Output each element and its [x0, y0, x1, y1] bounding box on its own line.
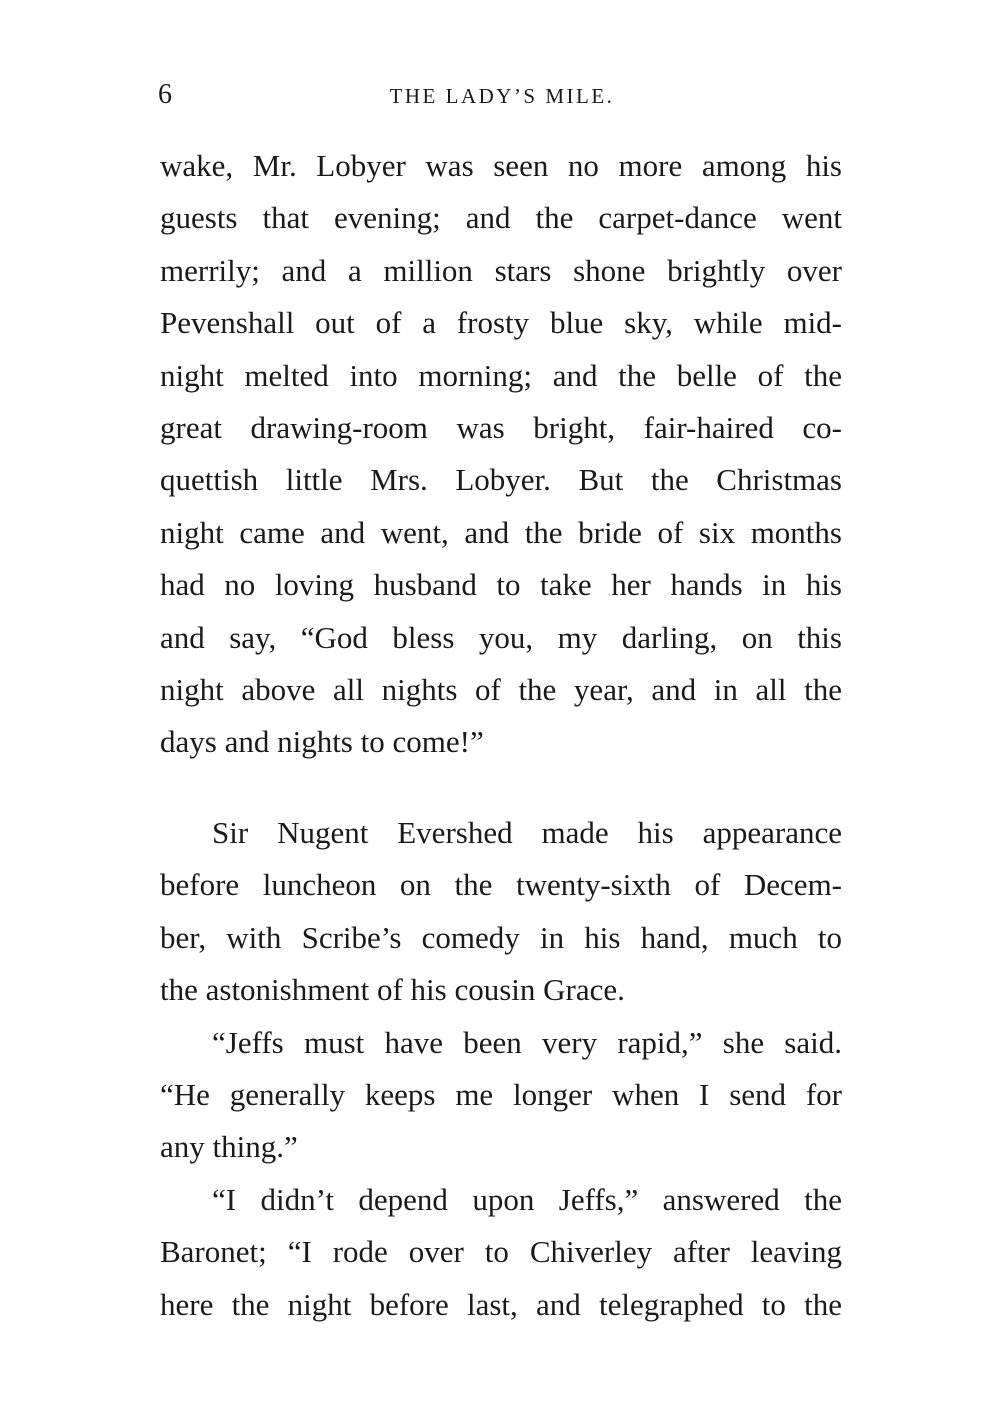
text-line: wake, Mr. Lobyer was seen no more among his — [160, 148, 842, 183]
text-line: merrily; and a million stars shone brightly over — [160, 252, 842, 288]
text-line: great drawing-room was bright, fair-haired co- — [160, 409, 842, 445]
text-line: “He generally keeps me longer when I send for — [160, 1076, 842, 1112]
text-line: night came and went, and the bride of six months — [160, 514, 842, 550]
paragraph-group — [160, 807, 842, 1331]
paragraph-continuation — [160, 140, 842, 769]
page-header — [158, 78, 846, 112]
text-line: here the night before last, and telegraphed to the — [160, 1286, 842, 1322]
text-line: before luncheon on the twenty-sixth of Decem- — [160, 867, 842, 903]
running-title: THE LADY’S MILE. — [389, 84, 615, 108]
text-line: night melted into morning; and the belle of the — [160, 357, 842, 393]
text-line: quettish little Mrs. Lobyer. But the Christmas — [160, 462, 842, 498]
text-line: the astonishment of his cousin Grace. — [160, 972, 625, 1008]
text-line: had no loving husband to take her hands in his — [160, 567, 842, 603]
text-line: “I didn’t depend upon Jeffs,” answered the — [212, 1181, 842, 1217]
page-number: 6 — [158, 79, 172, 110]
text-line: days and nights to come!” — [160, 724, 484, 760]
text-line: Pevenshall out of a frosty blue sky, while mid- — [160, 305, 842, 341]
text-line: night above all nights of the year, and in all the — [160, 671, 842, 707]
text-line: Sir Nugent Evershed made his appearance — [212, 815, 842, 850]
text-line: “Jeffs must have been very rapid,” she said. — [212, 1024, 842, 1060]
text-line: any thing.” — [160, 1129, 298, 1165]
text-line: Baronet; “I rode over to Chiverley after leaving — [160, 1234, 842, 1270]
text-line: ber, with Scribe’s comedy in his hand, much to — [160, 919, 842, 955]
text-line: and say, “God bless you, my darling, on this — [160, 619, 842, 655]
text-line: guests that evening; and the carpet-dance went — [160, 200, 842, 236]
